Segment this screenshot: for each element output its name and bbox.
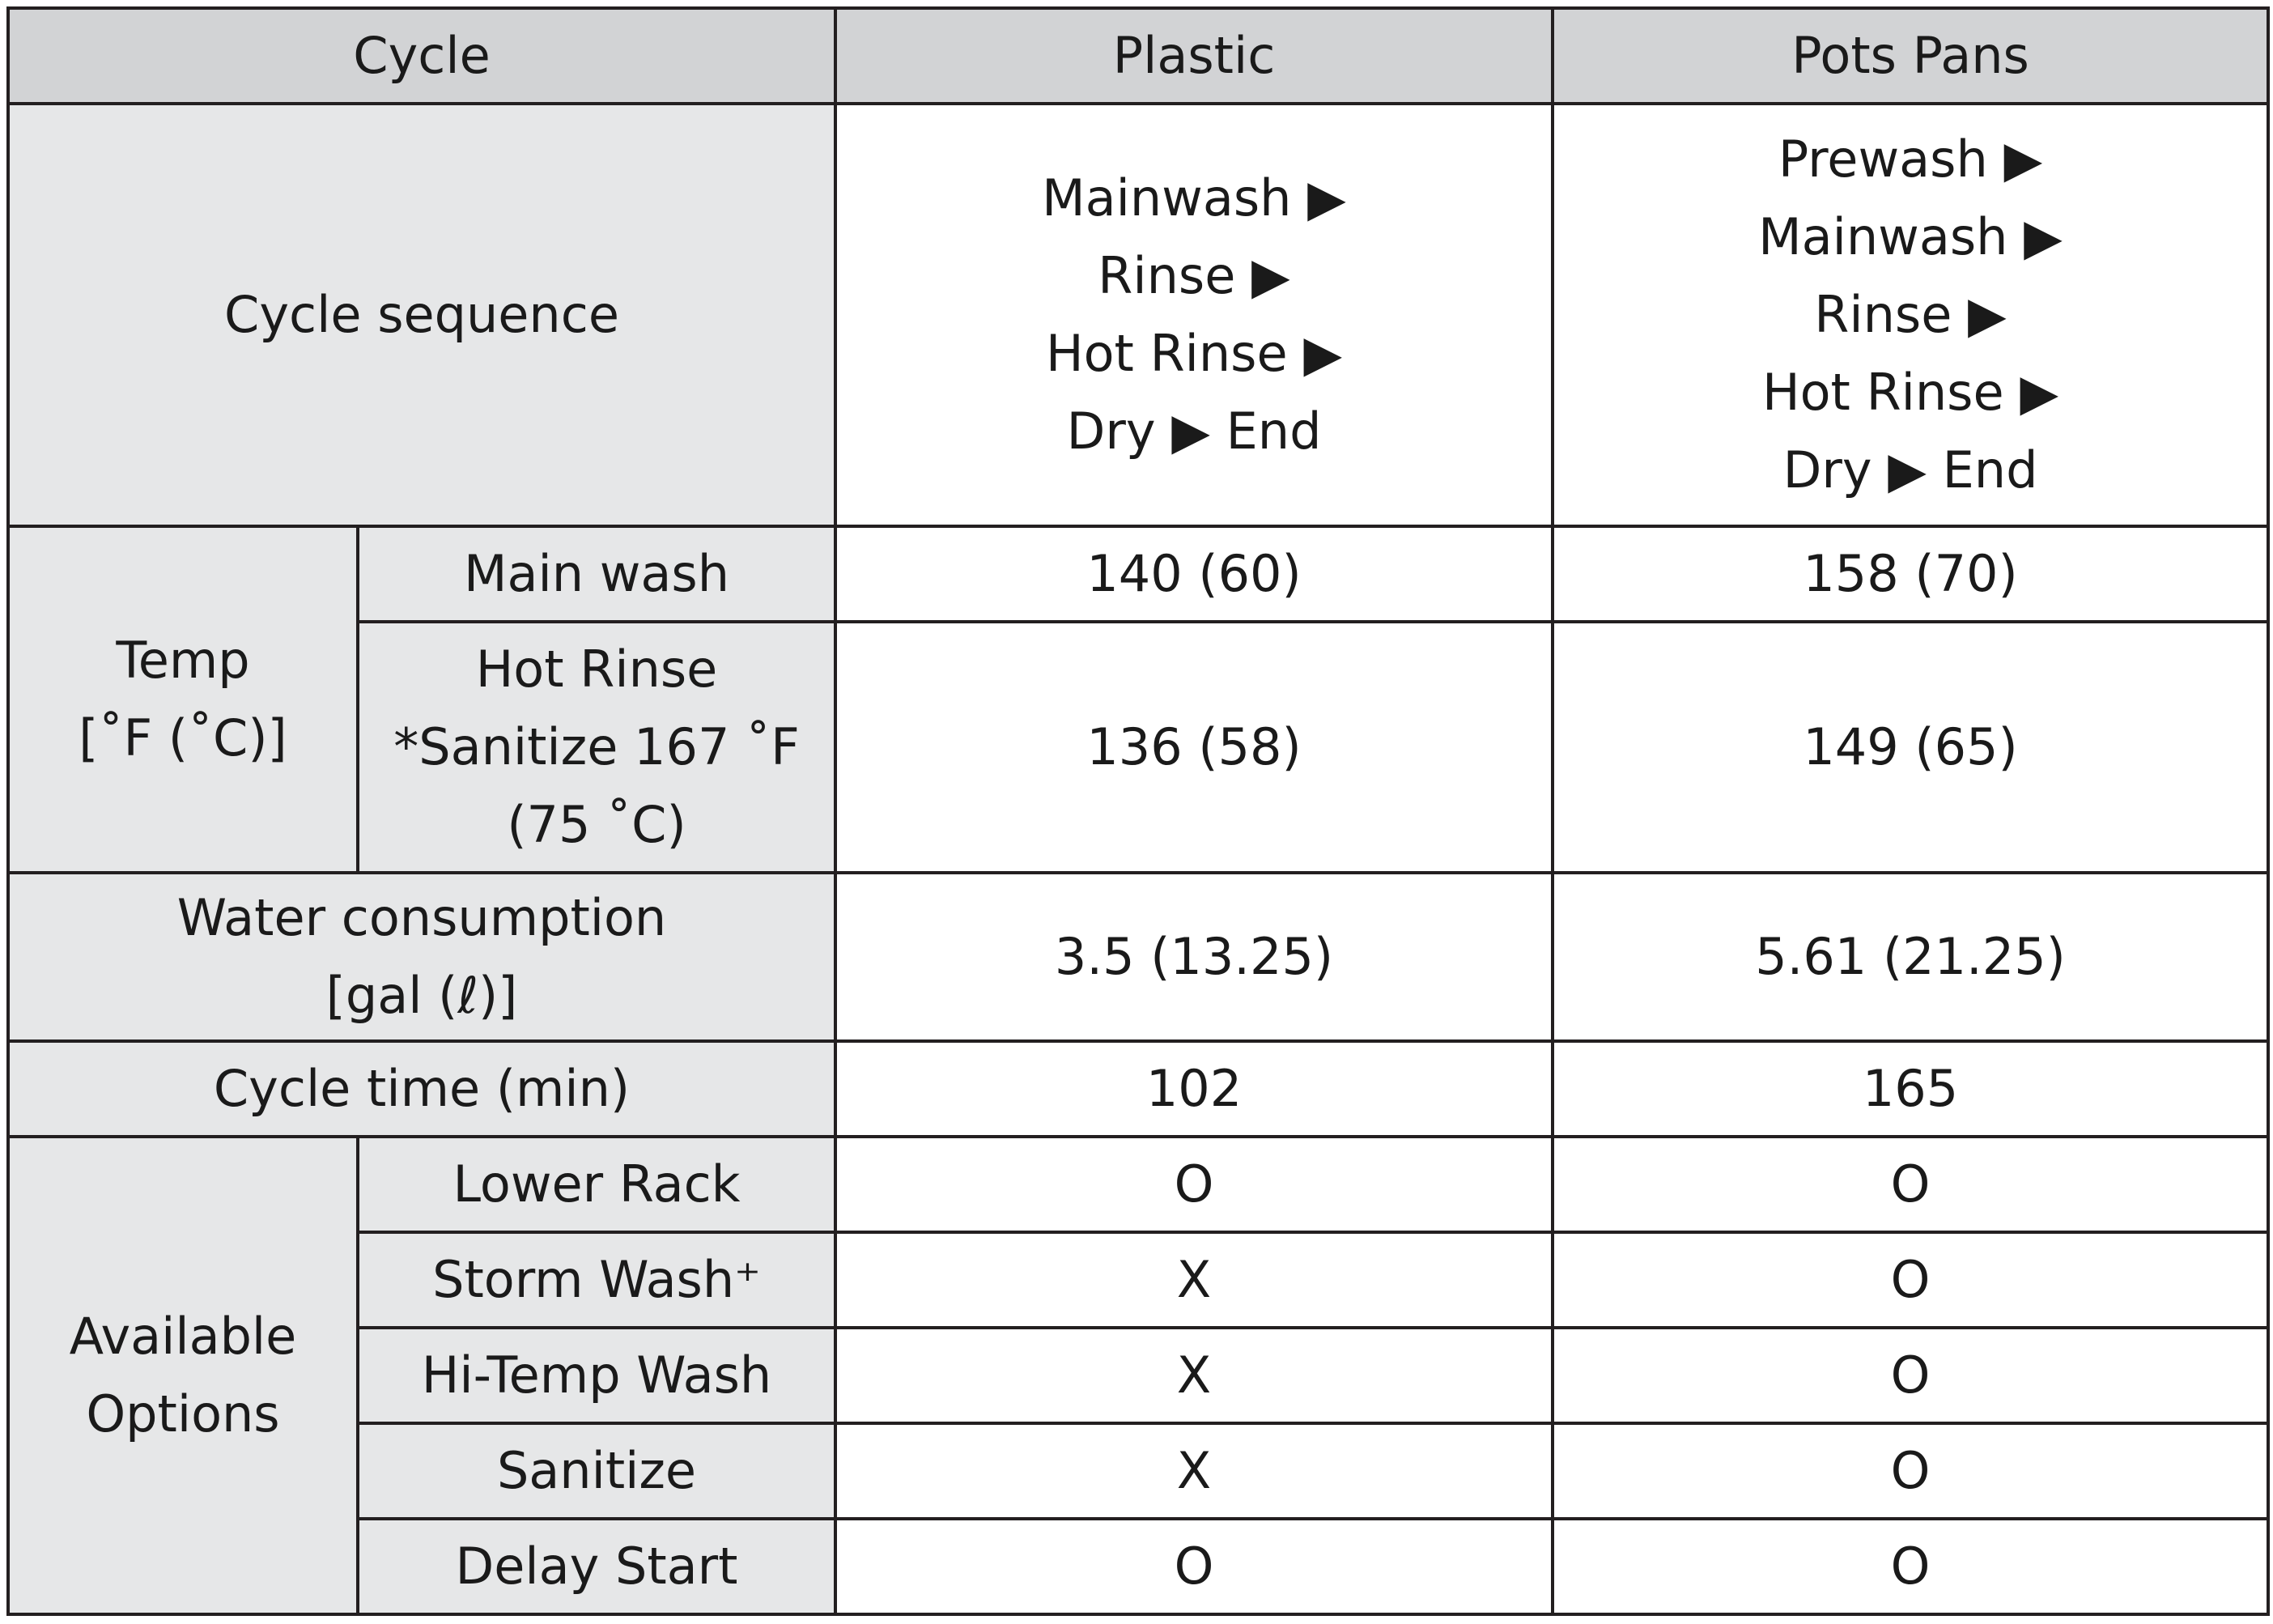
option-label: Hi-Temp Wash: [358, 1328, 835, 1423]
water-consumption-row: [8, 873, 2268, 1041]
sequence-step: Dry ▶ End: [1066, 402, 1322, 461]
spec-table-wrapper: [6, 6, 2270, 1616]
option-plastic: X: [835, 1423, 1553, 1519]
header-plastic: Plastic: [835, 8, 1553, 104]
option-pots-pans: O: [1553, 1328, 2268, 1423]
temp-label-line1: Temp: [116, 630, 250, 690]
sequence-step: Hot Rinse ▶: [1762, 363, 2059, 423]
main-wash-label: Main wash: [358, 526, 835, 622]
option-plastic: O: [835, 1519, 1553, 1614]
temp-main-wash-row: [8, 526, 2268, 622]
main-wash-plastic: 140 (60): [835, 526, 1553, 622]
header-pots-pans: Pots Pans: [1553, 8, 2268, 104]
sequence-step: Mainwash ▶: [1042, 168, 1346, 227]
cycle-time-pots-pans: 165: [1553, 1041, 2268, 1137]
options-label-line1: Available: [69, 1306, 297, 1366]
option-plastic: X: [835, 1328, 1553, 1423]
cycle-sequence-plastic: [835, 104, 1553, 526]
header-cycle: Cycle: [8, 8, 835, 104]
available-options-label: [8, 1137, 358, 1614]
sequence-step: Dry ▶ End: [1782, 440, 2038, 500]
option-label: Lower Rack: [358, 1137, 835, 1232]
temp-label-line2: [˚F (˚C)]: [79, 708, 287, 767]
cycle-spec-table: [6, 6, 2270, 1616]
cycle-time-plastic: 102: [835, 1041, 1553, 1137]
water-consumption-label: [8, 873, 835, 1041]
option-label: Storm Wash⁺: [358, 1232, 835, 1328]
sequence-step: Mainwash ▶: [1758, 206, 2063, 266]
option-label: Sanitize: [358, 1423, 835, 1519]
water-label-line1: Water consumption: [176, 887, 667, 947]
main-wash-pots-pans: 158 (70): [1553, 526, 2268, 622]
cycle-sequence-row: [8, 104, 2268, 526]
option-pots-pans: O: [1553, 1519, 2268, 1614]
option-plastic: X: [835, 1232, 1553, 1328]
hot-rinse-pots-pans: 149 (65): [1553, 622, 2268, 873]
sequence-step: Prewash ▶: [1778, 129, 2043, 189]
option-pots-pans: O: [1553, 1232, 2268, 1328]
option-pots-pans: O: [1553, 1137, 2268, 1232]
cycle-sequence-label: Cycle sequence: [8, 104, 835, 526]
hot-rinse-plastic: 136 (58): [835, 622, 1553, 873]
hot-rinse-label: [358, 622, 835, 873]
water-pots-pans: 5.61 (21.25): [1553, 873, 2268, 1041]
options-label-line2: Options: [86, 1384, 280, 1443]
hot-rinse-label-line1: Hot Rinse: [475, 639, 718, 699]
option-pots-pans: O: [1553, 1423, 2268, 1519]
sequence-step: Rinse ▶: [1098, 245, 1290, 305]
hot-rinse-label-line2: *Sanitize 167 ˚F: [393, 716, 800, 776]
hot-rinse-label-line3: (75 ˚C): [507, 795, 686, 855]
water-plastic: 3.5 (13.25): [835, 873, 1553, 1041]
header-row: [8, 8, 2268, 104]
sequence-step: Rinse ▶: [1814, 284, 2007, 344]
water-label-line2: [gal (ℓ)]: [325, 966, 518, 1025]
cycle-time-row: [8, 1041, 2268, 1137]
temp-label: [8, 526, 358, 873]
cycle-time-label: Cycle time (min): [8, 1041, 835, 1137]
cycle-sequence-pots-pans: [1553, 104, 2268, 526]
sequence-step: Hot Rinse ▶: [1046, 324, 1343, 383]
option-row: [8, 1137, 2268, 1232]
option-label: Delay Start: [358, 1519, 835, 1614]
option-plastic: O: [835, 1137, 1553, 1232]
